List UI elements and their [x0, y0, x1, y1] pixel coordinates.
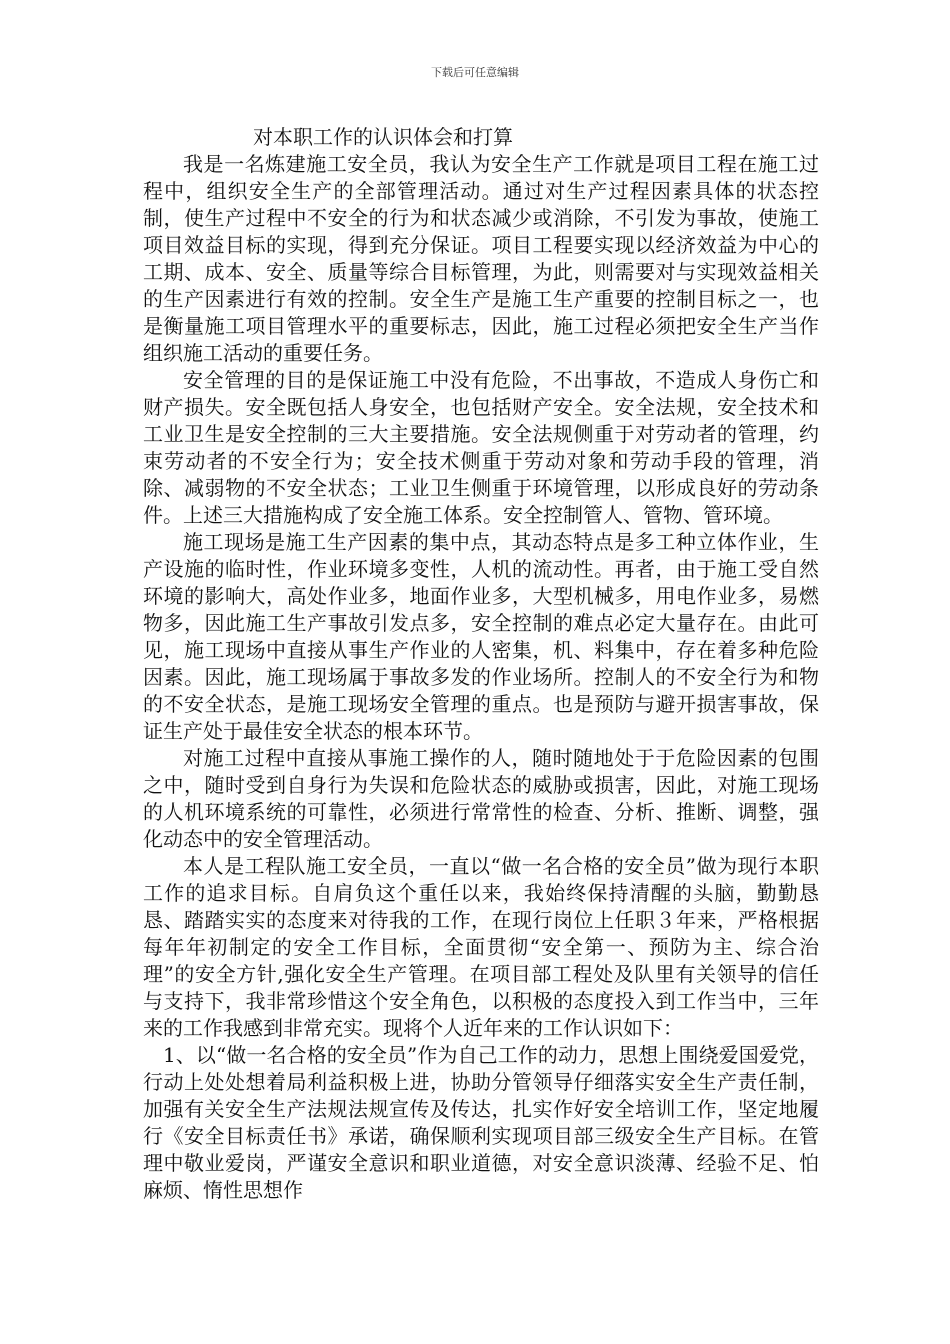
paragraph-3: 施工现场是施工生产因素的集中点，其动态特点是多工种立体作业，生产设施的临时性，作业环境多变性，人机的流动性。再者，由于施工受自然环境的影响大，高处作业多，地面作业多，大型机械多，用电作业多，易燃物多，因此施工生产事故引发点多，安全控制的难点必定大量存在。由此可见，施工现场中直接从事生产作业的人密集，机、料集中，存在着多种危险因素。因此，施工现场属于事故多发的作业场所。控制人的不安全行为和物的不安全状态，是施工现场安全管理的重点。也是预防与避开损害事故，保证生产处于最佳安全状态的根本环节。	[143, 530, 819, 743]
document-title: 对本职工作的认识体会和打算	[253, 125, 513, 149]
paragraph-4: 对施工过程中直接从事施工操作的人，随时随地处于于危险因素的包围之中，随时受到自身行为失误和危险状态的威胁或损害，因此，对施工现场的人机环境系统的可靠性，必须进行常常性的检查、分析、推断、调整，强化动态中的安全管理活动。	[143, 746, 819, 851]
paragraph-1: 我是一名炼建施工安全员，我认为安全生产工作就是项目工程在施工过程中，组织安全生产的全部管理活动。通过对生产过程因素具体的状态控制，使生产过程中不安全的行为和状态减少或消除，不引发为事故，使施工项目效益目标的实现，得到充分保证。项目工程要实现以经济效益为中心的工期、成本、安全、质量等综合目标管理，为此，则需要对与实现效益相关的生产因素进行有效的控制。安全生产是施工生产重要的控制目标之一，也是衡量施工项目管理水平的重要标志，因此，施工过程必须把安全生产当作组织施工活动的重要任务。	[143, 152, 819, 365]
page-header: 下载后可任意编辑	[431, 66, 519, 79]
document-body	[143, 124, 819, 1204]
list-item-1: 1、以“做一名合格的安全员”作为自己工作的动力，思想上围绕爱国爱党，行动上处处想着局利益积极上进，协助分管领导仔细落实安全生产责任制，加强有关安全生产法规法规宣传及传达，扎实作好安全培训工作，坚定地履行《安全目标责任书》承诺，确保顺利实现项目部三级安全生产目标。在管理中敬业爱岗，严谨安全意识和职业道德，对安全意识淡薄、经验不足、怕麻烦、惰性思想作	[143, 1043, 819, 1202]
paragraph-5: 本人是工程队施工安全员，一直以“做一名合格的安全员”做为现行本职工作的追求目标。自肩负这个重任以来，我始终保持清醒的头脑，勤勤恳恳、踏踏实实的态度来对待我的工作，在现行岗位上任职３年来，严格根据每年年初制定的安全工作目标，全面贯彻“安全第一、预防为主、综合治理”的安全方针,强化安全生产管理。在项目部工程处及队里有关领导的信任与支持下，我非常珍惜这个安全角色，以积极的态度投入到工作当中，三年来的工作我感到非常充实。现将个人近年来的工作认识如下：	[143, 854, 819, 1040]
paragraph-2: 安全管理的目的是保证施工中没有危险，不出事故，不造成人身伤亡和财产损失。安全既包括人身安全，也包括财产安全。安全法规，安全技术和工业卫生是安全控制的三大主要措施。安全法规侧重于对劳动者的管理，约束劳动者的不安全行为；安全技术侧重于劳动对象和劳动手段的管理，消除、减弱物的不安全状态；工业卫生侧重于环境管理，以形成良好的劳动条件。上述三大措施构成了安全施工体系。安全控制管人、管物、管环境。	[143, 368, 819, 527]
